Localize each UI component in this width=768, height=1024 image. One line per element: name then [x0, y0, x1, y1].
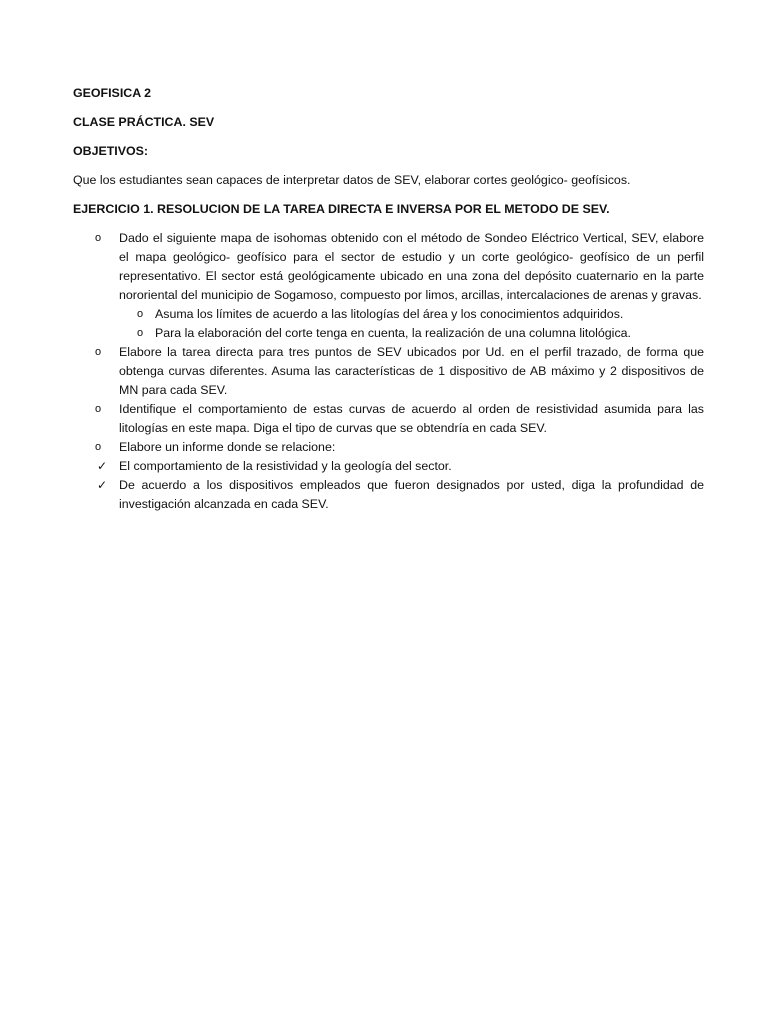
bullet-marker: o: [95, 346, 102, 358]
check-item: [73, 476, 704, 514]
list-item: [73, 400, 704, 438]
bullet-marker: o: [137, 327, 144, 339]
check-item-text: El comportamiento de la resistividad y la geología del sector.: [119, 459, 452, 473]
list-item-text: Dado el siguiente mapa de isohomas obtenido con el método de Sondeo Eléctrico Vertical, SEV, elabore el mapa geológico- geofísico para el sector de estudio y un corte geológico- geofísico de un perfil representativo. El sector está geológicamente ubicado en una zona del depósito cuaternario en la parte nororiental del municipio de Sogamoso, compuesto por limos, arcillas, intercalaciones de arenas y gravas.: [119, 231, 704, 302]
bullet-marker: o: [95, 403, 102, 415]
checkmark-icon: ✓: [97, 478, 108, 492]
document-content: [73, 84, 704, 514]
bullet-marker: o: [137, 308, 144, 320]
objectives-text: Que los estudiantes sean capaces de interpretar datos de SEV, elaborar cortes geológico- geofísicos.: [73, 173, 631, 187]
document-subtitle: CLASE PRÁCTICA. SEV: [73, 115, 215, 129]
document-title: GEOFISICA 2: [73, 86, 152, 100]
check-item: [73, 457, 704, 476]
bullet-marker: o: [95, 232, 102, 244]
list-item: [73, 343, 704, 400]
list-item: [73, 438, 704, 457]
bullet-marker: o: [95, 441, 102, 453]
list-item-text: Identifique el comportamiento de estas curvas de acuerdo al orden de resistividad asumida para las litologías en este mapa. Diga el tipo de curvas que se obtendría en cada SEV.: [119, 402, 704, 435]
list-item: [73, 229, 704, 305]
sub-list-item: [73, 324, 704, 343]
checkmark-icon: ✓: [97, 459, 108, 473]
objectives-heading: OBJETIVOS:: [73, 144, 149, 158]
sub-list-item-text: Para la elaboración del corte tenga en cuenta, la realización de una columna litológica.: [155, 326, 631, 340]
list-item-text: Elabore la tarea directa para tres puntos de SEV ubicados por Ud. en el perfil trazado, de forma que obtenga curvas diferentes. Asuma las características de 1 dispositivo de AB máximo y 2 dispositivos de MN para cada SEV.: [119, 345, 704, 397]
sub-list-item-text: Asuma los límites de acuerdo a las litologías del área y los conocimientos adquiridos.: [155, 307, 624, 321]
check-item-text: De acuerdo a los dispositivos empleados que fueron designados por usted, diga la profundidad de investigación alcanzada en cada SEV.: [119, 478, 704, 511]
sub-list-item: [73, 305, 704, 324]
exercise-list: [73, 229, 704, 514]
exercise-heading: EJERCICIO 1. RESOLUCION DE LA TAREA DIRECTA E INVERSA POR EL METODO DE SEV.: [73, 202, 610, 216]
list-item-text: Elabore un informe donde se relacione:: [119, 440, 336, 454]
